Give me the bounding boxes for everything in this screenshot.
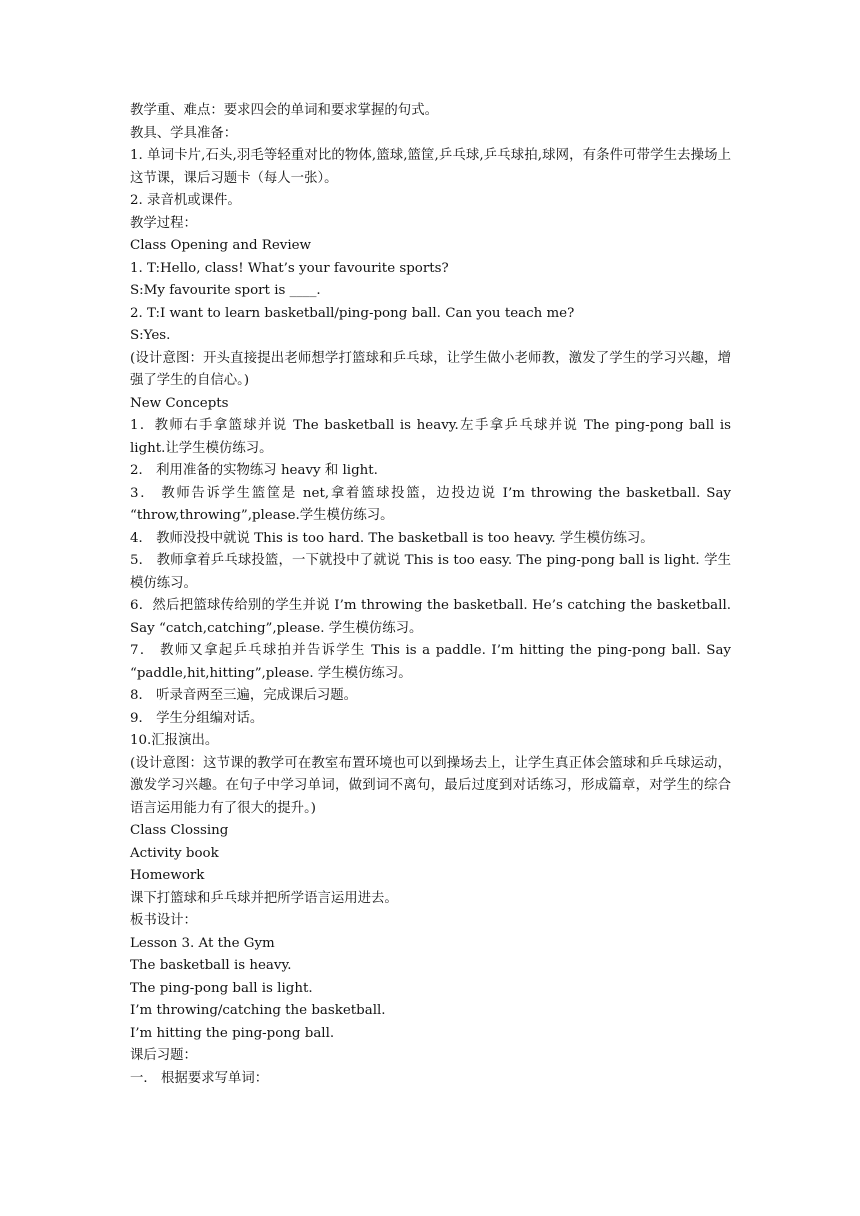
board-line-2: The basketball is heavy. (130, 958, 292, 973)
key-points-line: 教学重、难点：要求四会的单词和要求掌握的句式。 (130, 103, 438, 118)
step-5: 5． 教师拿着乒乓球投篮，一下就投中了就说 This is too easy. The ping-pong ball is light. 学生模仿练习。 (130, 553, 731, 591)
opening-line-3: 2. T:I want to learn basketball/ping-pong ball. Can you teach me? (130, 305, 575, 321)
process-heading: 教学过程： (130, 215, 197, 231)
board-line-3: The ping-pong ball is light. (130, 980, 313, 996)
board-design-heading: 板书设计： (130, 913, 197, 928)
step-3: 3． 教师告诉学生篮筐是 net,拿着篮球投篮，边投边说 I’m throwing the basketball. Say “throw,throwing”,please.学生模仿练习。 (130, 485, 731, 523)
step-2: 2． 利用准备的实物练习 heavy 和 light. (130, 463, 378, 478)
design-intent-1: (设计意图：开头直接提出老师想学打篮球和乒乓球，让学生做小老师教，激发了学生的学习兴趣，增强了学生的自信心。) (130, 350, 731, 388)
board-line-4: I’m throwing/catching the basketball. (130, 1003, 386, 1018)
document-page (130, 100, 731, 1090)
opening-line-2: S:My favourite sport is ____. (130, 283, 321, 298)
exercises-heading: 课后习题： (130, 1048, 197, 1063)
design-intent-2: (设计意图：这节课的教学可在教室布置环境也可以到操场去上，让学生真正体会篮球和乒乓球运动，激发学习兴趣。在句子中学习单词，做到词不离句，最后过度到对话练习，形成篇章，对学生的综合语言运用能力有了很大的提升。) (130, 755, 731, 816)
materials-item-1: 1. 单词卡片,石头,羽毛等轻重对比的物体,篮球,篮筐,乒乓球,乒乓球拍,球网，有条件可带学生去操场上这节课，课后习题卡（每人一张）。 (130, 148, 731, 186)
step-9: 9． 学生分组编对话。 (130, 710, 264, 726)
section-closing: Class Clossing (130, 823, 229, 838)
materials-heading: 教具、学具准备： (130, 125, 238, 141)
opening-line-4: S:Yes. (130, 328, 171, 343)
step-8: 8． 听录音两至三遍，完成课后习题。 (130, 688, 358, 703)
step-7: 7． 教师又拿起乒乓球拍并告诉学生 This is a paddle. I’m hitting the ping-pong ball. Say “paddle,hit,hitting”,please. 学生模仿练习。 (130, 643, 731, 681)
exercise-1-heading: 一． 根据要求写单词： (130, 1070, 269, 1086)
section-new-concepts: New Concepts (130, 395, 229, 411)
materials-item-2: 2. 录音机或课件。 (130, 193, 241, 208)
step-10: 10.汇报演出。 (130, 733, 219, 748)
step-6: 6．然后把篮球传给别的学生并说 I’m throwing the basketball. He’s catching the basketball. Say “catch,catching”,please. 学生模仿练习。 (130, 598, 731, 636)
homework-heading: Homework (130, 868, 205, 883)
board-line-1: Lesson 3. At the Gym (130, 935, 275, 951)
opening-line-1: 1. T:Hello, class! What’s your favourite sports? (130, 260, 449, 276)
step-4: 4． 教师没投中就说 This is too hard. The basketball is too heavy. 学生模仿练习。 (130, 530, 654, 546)
section-opening: Class Opening and Review (130, 238, 312, 253)
activity-book-line: Activity book (130, 845, 219, 861)
step-1: 1．教师右手拿篮球并说 The basketball is heavy.左手拿乒乓球并说 The ping-pong ball is light.让学生模仿练习。 (130, 418, 731, 456)
homework-line: 课下打篮球和乒乓球并把所学语言运用进去。 (130, 890, 398, 906)
board-line-5: I’m hitting the ping-pong ball. (130, 1025, 335, 1041)
